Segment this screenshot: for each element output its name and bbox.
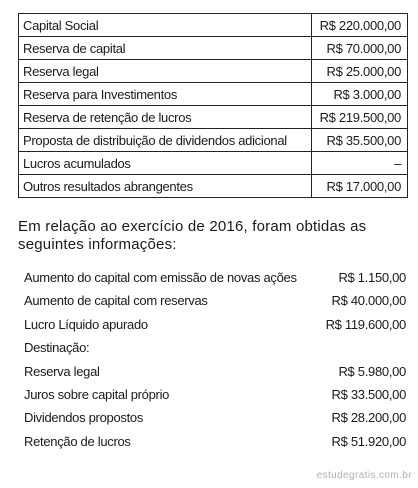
item-label: Aumento de capital com reservas [24, 293, 208, 309]
row-value: R$ 219.500,00 [312, 106, 408, 129]
exercise-info-list [24, 266, 406, 453]
item-value: R$ 33.500,00 [331, 386, 406, 402]
row-value: R$ 17.000,00 [312, 175, 408, 198]
equity-balance-table [18, 13, 408, 198]
item-label: Retenção de lucros [24, 433, 131, 449]
item-value: R$ 51.920,00 [331, 433, 406, 449]
row-value: R$ 70.000,00 [312, 37, 408, 60]
row-value: R$ 25.000,00 [312, 60, 408, 83]
item-label: Lucro Líquido apurado [24, 316, 148, 332]
row-label: Lucros acumulados [19, 152, 312, 175]
row-value: R$ 220.000,00 [312, 14, 408, 37]
list-item [24, 336, 406, 359]
list-item [24, 360, 406, 383]
list-item [24, 266, 406, 289]
watermark: estudegratis.com.br [316, 470, 412, 481]
list-item [24, 406, 406, 429]
item-value: R$ 119.600,00 [325, 316, 406, 332]
table-row [19, 37, 408, 60]
item-label: Dividendos propostos [24, 410, 144, 426]
table-row [19, 83, 408, 106]
item-label: Reserva legal [24, 363, 100, 379]
item-value: R$ 28.200,00 [331, 410, 406, 426]
row-label: Reserva de retenção de lucros [19, 106, 312, 129]
list-item [24, 313, 406, 336]
row-label: Outros resultados abrangentes [19, 175, 312, 198]
row-value: R$ 3.000,00 [312, 83, 408, 106]
item-label: Aumento do capital com emissão de novas ações [24, 270, 297, 285]
row-value: – [312, 152, 408, 175]
table-row [19, 14, 408, 37]
list-item [24, 430, 406, 453]
list-item [24, 383, 406, 406]
table-row [19, 60, 408, 83]
item-label: Destinação: [24, 340, 90, 356]
table-row [19, 175, 408, 198]
row-label: Reserva de capital [19, 37, 312, 60]
table-row [19, 129, 408, 152]
item-label: Juros sobre capital próprio [24, 386, 170, 402]
row-label: Proposta de distribuição de dividendos adicional [19, 129, 312, 152]
list-item [24, 289, 406, 312]
intro-paragraph: Em relação ao exercício de 2016, foram obtidas as seguintes informações: [18, 218, 367, 253]
row-label: Reserva legal [19, 60, 312, 83]
item-value: R$ 5.980,00 [338, 363, 406, 379]
row-label: Capital Social [19, 14, 312, 37]
item-value: R$ 1.150,00 [338, 270, 406, 285]
row-value: R$ 35.500,00 [312, 129, 408, 152]
row-label: Reserva para Investimentos [19, 83, 312, 106]
table-row [19, 152, 408, 175]
table-row [19, 106, 408, 129]
item-value: R$ 40.000,00 [331, 293, 406, 309]
